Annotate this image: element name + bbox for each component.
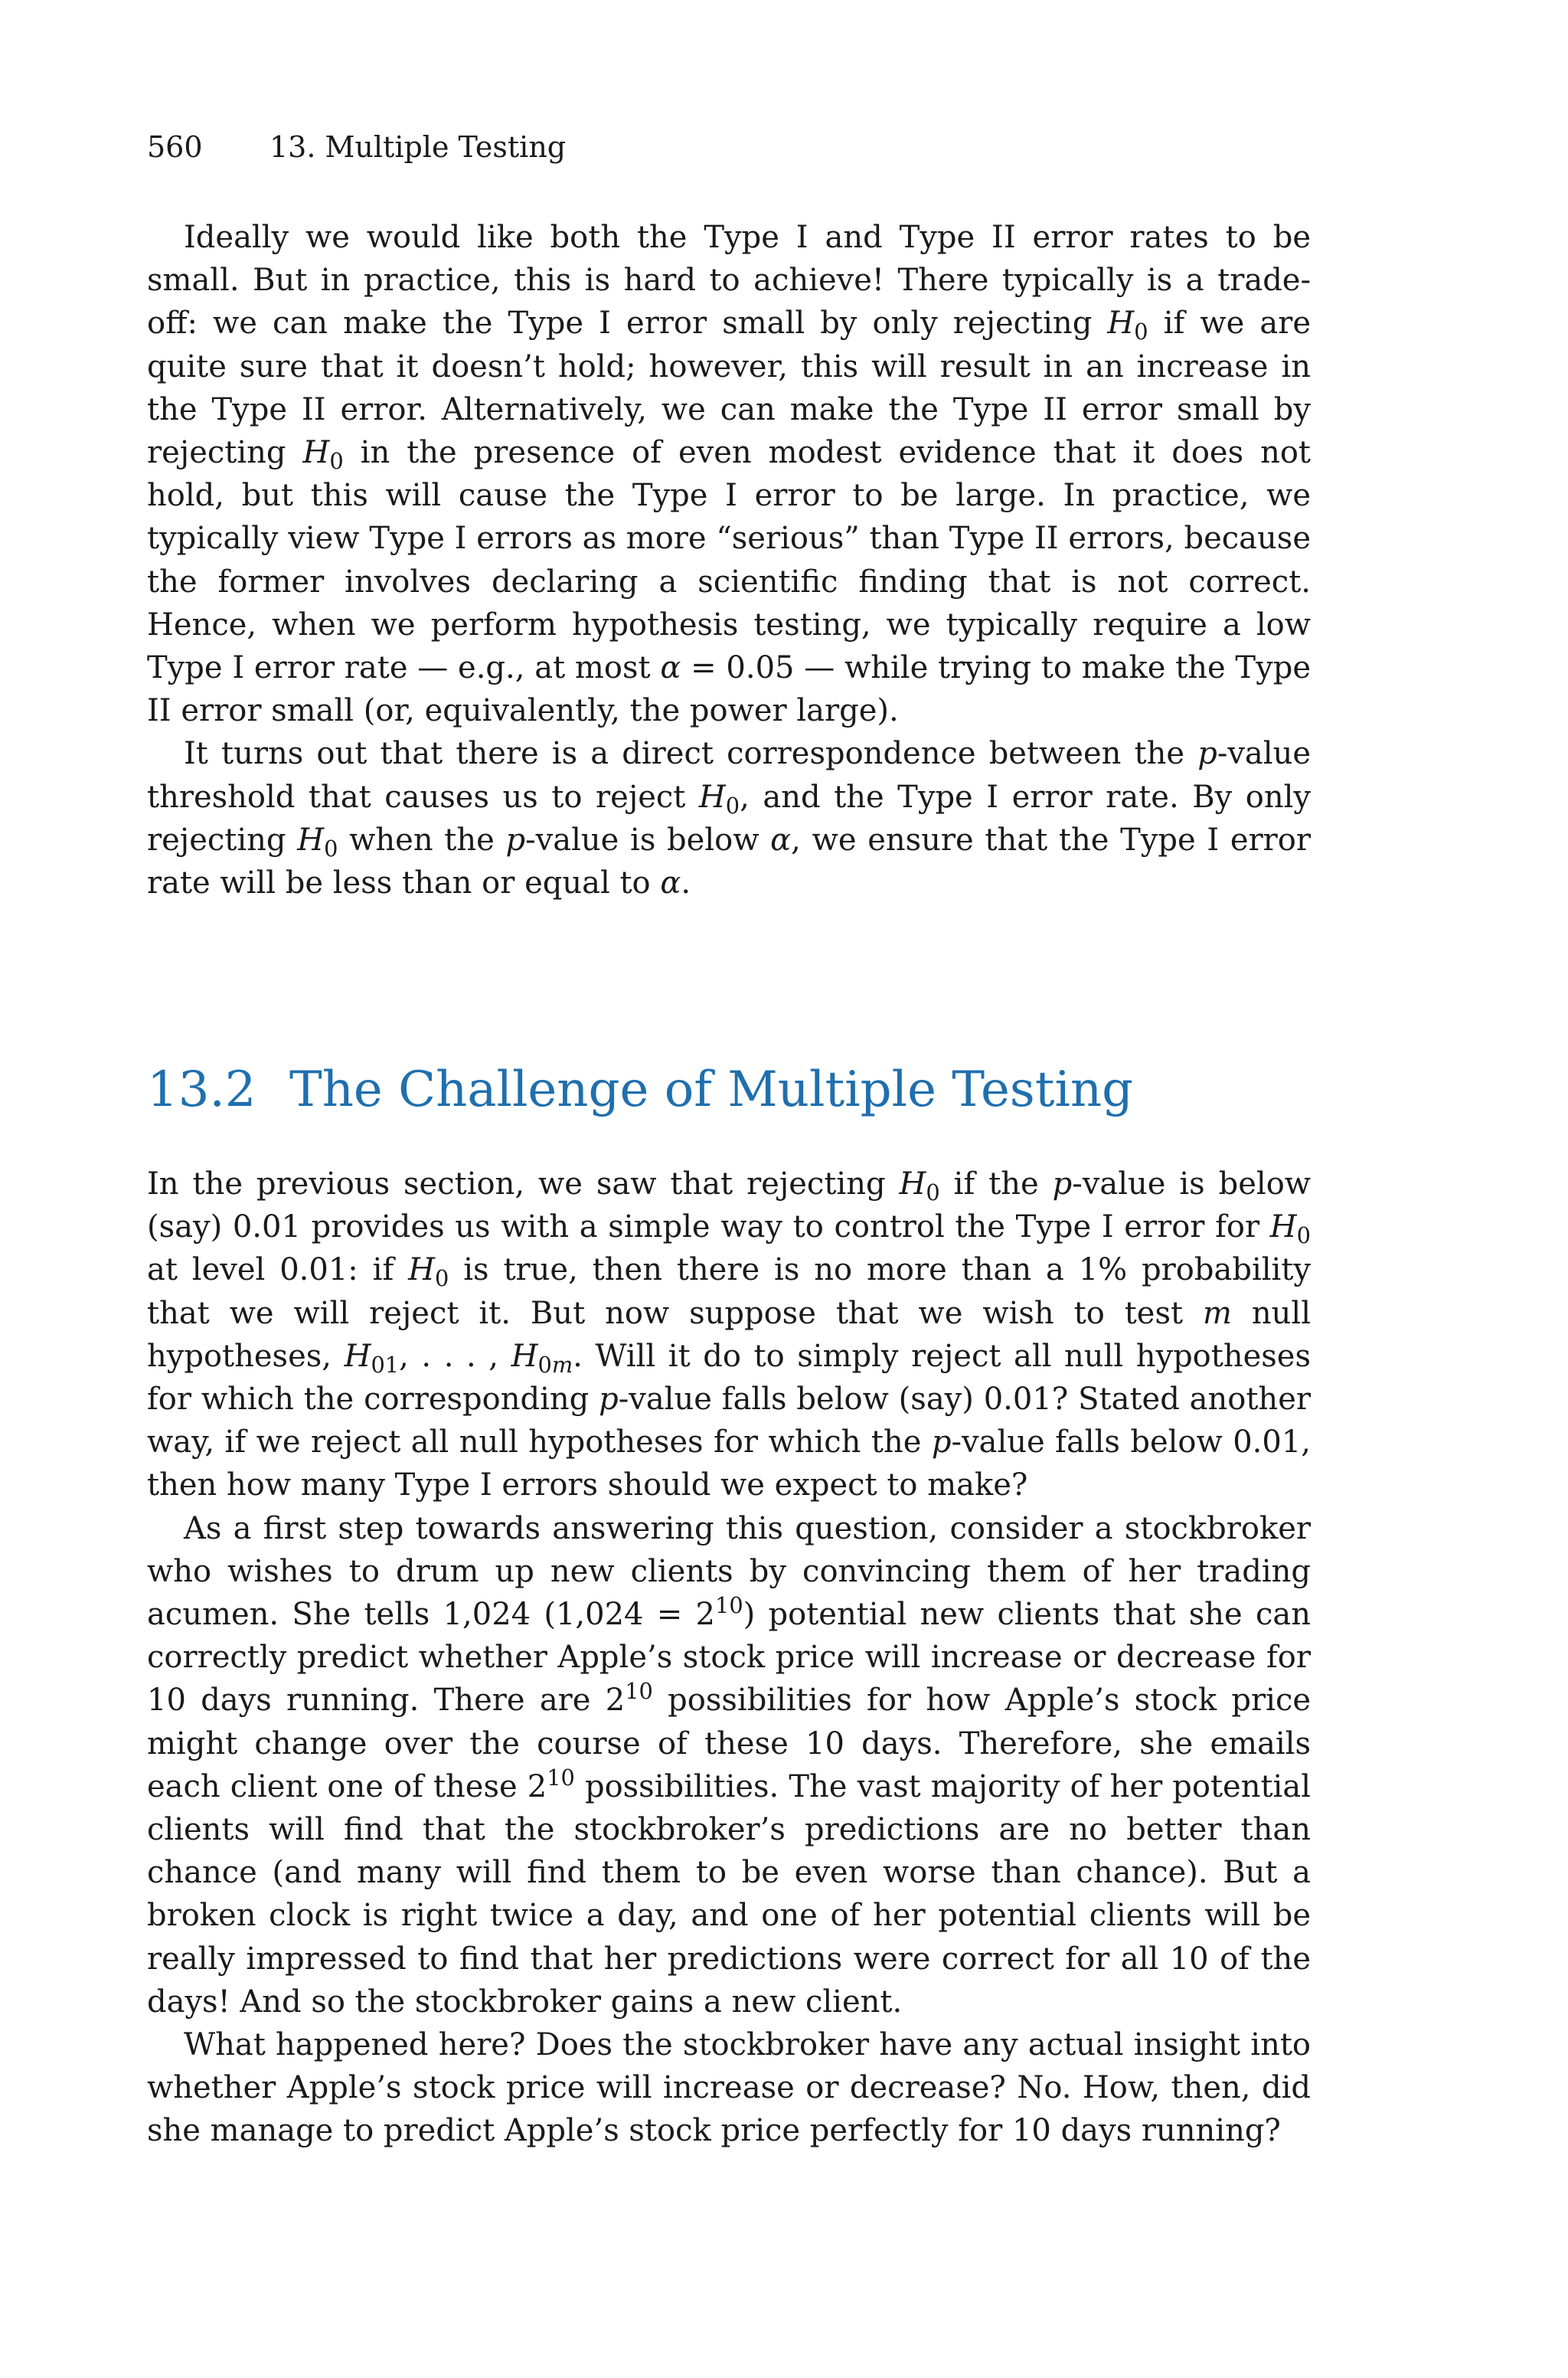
paragraph-stockbroker: As a first step towards answering this question, consider a stockbroker who wishes to drum up new clients by convincing them of her trading acumen. She tells 1,024 $(1,024 = 2^{10})$ potential new clients that she can correctly predict whether Apple’s stock price will increase or decrease for 10 days running. There are $2^{10}$ possibilities for how Apple’s stock price might change over the course of these 10 days. Therefore, she emails each client one of these $2^{10}$ possibilities. The vast majority of her potential clients will find that the stockbroker’s predictions are no better than chance (and many will find them to be even worse than chance). But a broken clock is right twice a day, and one of her potential clients will be really impressed to find that her predictions were correct for all 10 of the days! And so the stockbroker gains a new client. xyxy=(147,1510,1312,2020)
body-text-upper xyxy=(147,216,1311,904)
body-text-lower xyxy=(147,1163,1311,2153)
paragraph-what-happened: What happened here? Does the stockbroker have any actual insight into whether Apple’s stock price will increase or decrease? No. How, then, did she manage to predict Apple’s stock price perfectly for 10 days running? xyxy=(147,2027,1311,2149)
chapter-title: 13. Multiple Testing xyxy=(270,130,567,164)
paragraph-pvalue-threshold: It turns out that there is a direct correspondence between the p-value threshold that causes us to reject $H_0$, and the Type I error rate. By only rejecting $H_0$ when the p-value is below α, we ensure that the Type I error rate will be less than or equal to α. xyxy=(147,736,1312,901)
section-title: The Challenge of Multiple Testing xyxy=(289,1061,1134,1118)
section-heading xyxy=(147,1059,1133,1120)
running-head xyxy=(147,129,566,165)
paragraph-multiple-hypotheses: In the previous section, we saw that rejecting $H_0$ if the p-value is below (say) 0.01 provides us with a simple way to control the Type I error for $H_0$ at level 0.01: if $H_0$ is true, then there is no more than a 1% probability that we will reject it. But now suppose that we wish to test m null hypotheses, $H_{01}$, . . . , $H_{0m}$. Will it do to simply reject all null hypotheses for which the corresponding p-value falls below (say) 0.01? Stated another way, if we reject all null hypotheses for which the p-value falls below 0.01, then how many Type I errors should we expect to make? xyxy=(147,1166,1312,1503)
section-number: 13.2 xyxy=(147,1061,256,1118)
paragraph-type-errors: Ideally we would like both the Type I and Type II error rates to be small. But in practice, this is hard to achieve! There typically is a trade-off: we can make the Type I error small by only rejecting $H_0$ if we are quite sure that it doesn’t hold; however, this will result in an increase in the Type II error. Alternatively, we can make the Type II error small by rejecting $H_0$ in the presence of even modest evidence that it does not hold, but this will cause the Type I error to be large. In practice, we typically view Type I errors as more “serious” than Type II errors, because the former involves declaring a scientific finding that is not correct. Hence, when we perform hypothesis testing, we typically require a low Type I error rate — e.g., at most α = 0.05 — while trying to make the Type II error small (or, equivalently, the power large). xyxy=(147,220,1312,729)
page-number: 560 xyxy=(147,130,203,164)
